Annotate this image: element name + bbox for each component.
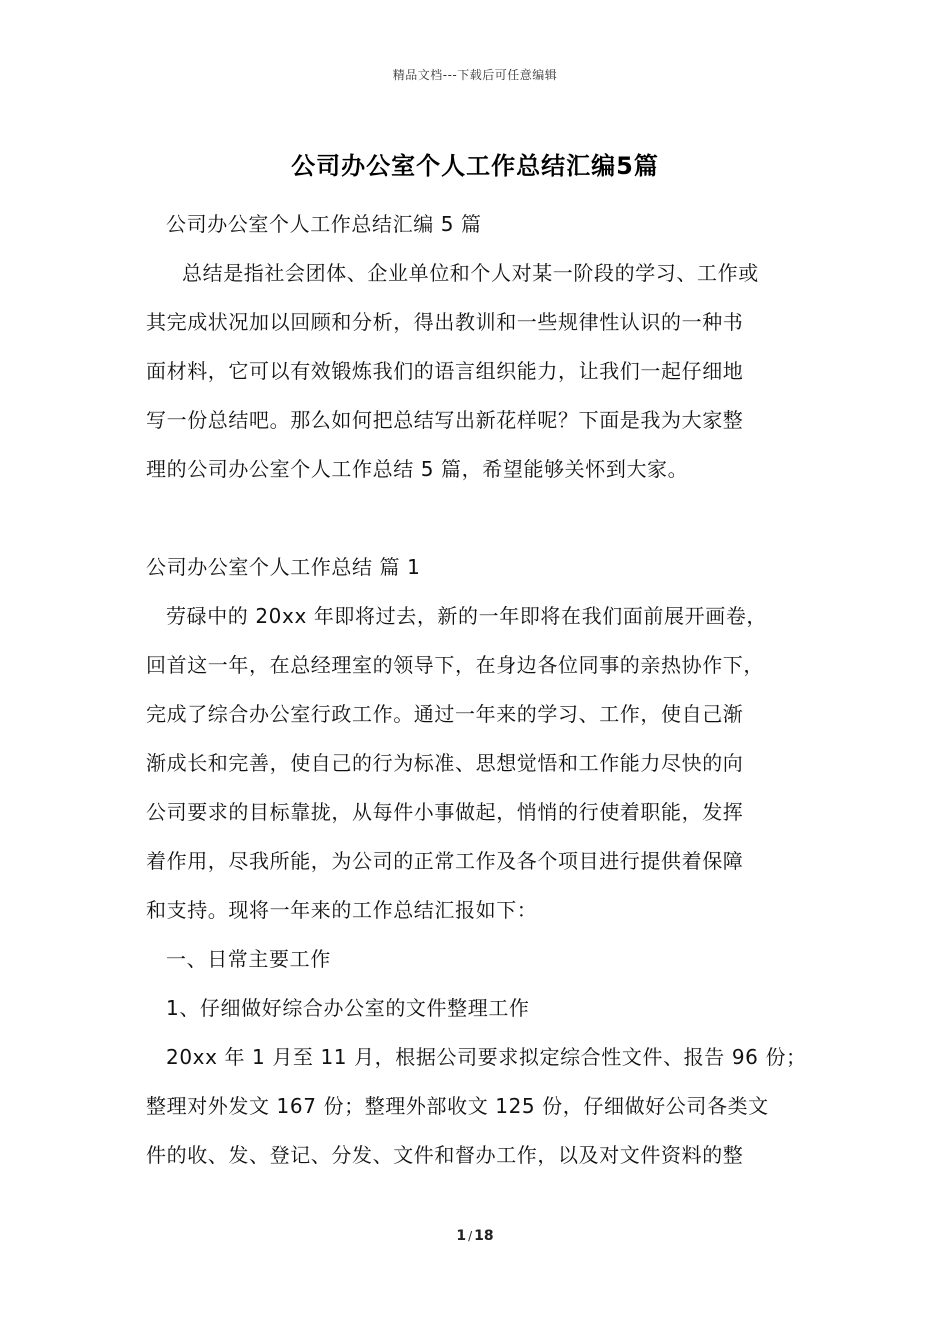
- heading-level-1: 一、日常主要工作: [166, 947, 331, 971]
- intro-line: 总结是指社会团体、企业单位和个人对某一阶段的学习、工作或: [182, 261, 759, 285]
- page-separator: /: [468, 1229, 473, 1243]
- intro-line: 其完成状况加以回顾和分析，得出教训和一些规律性认识的一种书: [146, 310, 744, 334]
- detail-line: 整理对外发文 167 份；整理外部收文 125 份，仔细做好公司各类文: [146, 1094, 769, 1118]
- intro-line: 写一份总结吧。那么如何把总结写出新花样呢？下面是我为大家整: [146, 408, 744, 432]
- body-line: 完成了综合办公室行政工作。通过一年来的学习、工作，使自己渐: [146, 702, 744, 726]
- heading-level-2: 1、仔细做好综合办公室的文件整理工作: [166, 996, 530, 1020]
- intro-line: 理的公司办公室个人工作总结 5 篇，希望能够关怀到大家。: [146, 457, 689, 481]
- body-line: 和支持。现将一年来的工作总结汇报如下：: [146, 898, 538, 922]
- document-subtitle: 公司办公室个人工作总结汇编 5 篇: [166, 212, 482, 236]
- body-line: 劳碌中的 20xx 年即将过去，新的一年即将在我们面前展开画卷，: [166, 604, 768, 628]
- current-page: 1: [456, 1228, 467, 1244]
- section-heading: 公司办公室个人工作总结 篇 1: [146, 555, 421, 579]
- page-header: 精品文档---下载后可任意编辑: [392, 68, 558, 82]
- document-body: [146, 200, 816, 1180]
- total-pages: 18: [474, 1228, 494, 1244]
- body-line: 回首这一年，在总经理室的领导下，在身边各位同事的亲热协作下，: [146, 653, 764, 677]
- document-title: 公司办公室个人工作总结汇编5篇: [291, 152, 659, 180]
- detail-line: 件的收、发、登记、分发、文件和督办工作，以及对文件资料的整: [146, 1143, 744, 1167]
- paragraph-gap: [146, 494, 816, 543]
- body-line: 着作用，尽我所能，为公司的正常工作及各个项目进行提供着保障: [146, 849, 744, 873]
- detail-line: 20xx 年 1 月至 11 月，根据公司要求拟定综合性文件、报告 96 份；: [166, 1045, 807, 1069]
- intro-line: 面材料，它可以有效锻炼我们的语言组织能力，让我们一起仔细地: [146, 359, 744, 383]
- page-number: [0, 1228, 950, 1244]
- body-line: 渐成长和完善，使自己的行为标准、思想觉悟和工作能力尽快的向: [146, 751, 744, 775]
- body-line: 公司要求的目标靠拢，从每件小事做起，悄悄的行使着职能，发挥: [146, 800, 744, 824]
